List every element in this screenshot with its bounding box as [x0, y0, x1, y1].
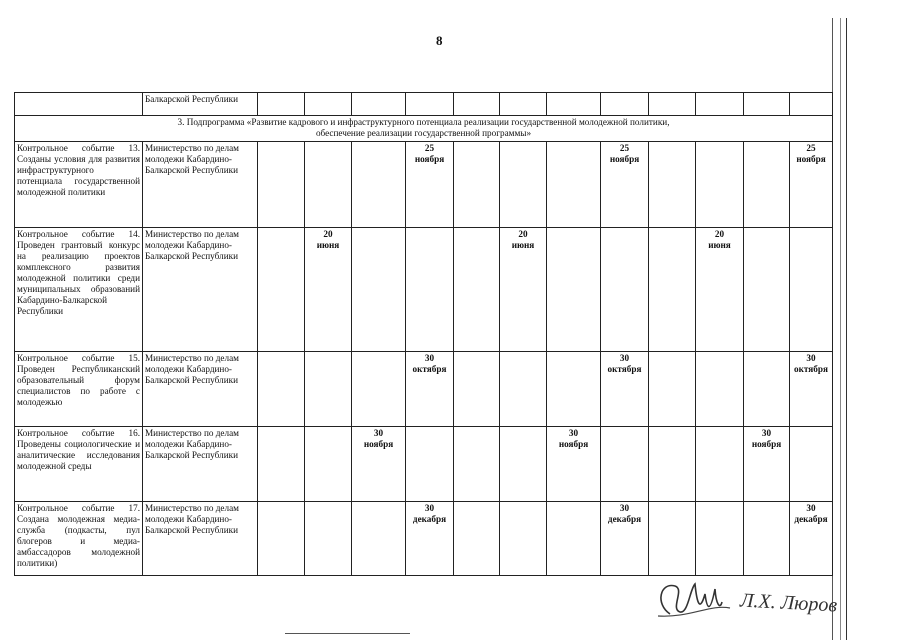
empty-cell — [790, 228, 833, 352]
empty-cell — [601, 228, 649, 352]
empty-cell — [500, 427, 547, 502]
event-cell: Контрольное событие 17. Создана молодежная медиа-служба (подкасты, пул блогеров и медиа-амбассадоров молодежной политики) — [15, 502, 143, 576]
empty-cell — [352, 352, 406, 427]
empty-cell — [649, 352, 696, 427]
date-month: ноября — [796, 154, 826, 164]
empty-cell — [547, 142, 601, 228]
event-cell — [15, 93, 143, 116]
empty-cell — [547, 228, 601, 352]
empty-cell — [790, 427, 833, 502]
empty-cell — [696, 502, 744, 576]
date-month: июня — [511, 240, 535, 250]
empty-cell — [500, 502, 547, 576]
page-number: 8 — [436, 33, 443, 48]
empty-cell — [258, 427, 305, 502]
date-day: 25 — [619, 143, 630, 153]
empty-cell — [696, 142, 744, 228]
date-cell — [547, 427, 601, 502]
empty-cell — [500, 352, 547, 427]
event-cell: Контрольное событие 15. Проведен Республиканский образовательный форум специалистов по работе с молодежью — [15, 352, 143, 427]
empty-cell — [744, 352, 790, 427]
empty-cell — [649, 228, 696, 352]
date-cell — [406, 502, 454, 576]
event-cell: Контрольное событие 13. Созданы условия для развития инфраструктурного потенциала государственной молодежной политики — [15, 142, 143, 228]
empty-cell — [454, 427, 500, 502]
empty-cell — [258, 142, 305, 228]
date-cell — [601, 142, 649, 228]
date-cell — [790, 142, 833, 228]
event-cell: Контрольное событие 14. Проведен грантовый конкурс на реализацию проектов комплексного развития молодежной политики среди муниципальных образований Кабардино-Балкарской Республики — [15, 228, 143, 352]
org-cell: Министерство по делам молодежи Кабардино-Балкарской Республики — [143, 228, 258, 352]
date-cell — [696, 228, 744, 352]
date-day: 30 — [761, 428, 772, 438]
empty-cell — [454, 142, 500, 228]
date-month: ноября — [558, 439, 589, 449]
empty-cell — [352, 502, 406, 576]
table-row — [15, 93, 833, 116]
date-month: ноября — [609, 154, 640, 164]
empty-cell — [305, 427, 352, 502]
org-cell: Министерство по делам молодежи Кабардино-Балкарской Республики — [143, 427, 258, 502]
subprogram-title — [15, 116, 833, 142]
date-day: 30 — [619, 503, 630, 513]
scan-edge-line — [846, 18, 847, 640]
date-month: ноября — [414, 154, 445, 164]
empty-cell — [547, 352, 601, 427]
empty-cell — [500, 142, 547, 228]
empty-cell — [649, 427, 696, 502]
date-day: 25 — [424, 143, 435, 153]
date-cell — [305, 228, 352, 352]
subprogram-row — [15, 116, 833, 142]
date-day: 20 — [518, 229, 528, 239]
org-cell: Министерство по делам молодежи Кабардино-Балкарской Республики — [143, 502, 258, 576]
date-month: июня — [316, 240, 340, 250]
subprogram-line-1: 3. Подпрограмма «Развитие кадрового и инфраструктурного потенциала реализации государственной молодежной политики, — [177, 117, 670, 127]
empty-cell — [744, 228, 790, 352]
empty-cell — [649, 142, 696, 228]
empty-cell — [258, 502, 305, 576]
empty-cell — [305, 142, 352, 228]
date-cell — [790, 502, 833, 576]
empty-cell — [305, 352, 352, 427]
date-month: июня — [708, 240, 731, 250]
date-month: октября — [412, 364, 447, 374]
date-month: декабря — [412, 514, 447, 524]
date-month: октября — [794, 364, 828, 374]
control-events-table — [14, 92, 833, 576]
date-month: декабря — [794, 514, 828, 524]
date-cell — [601, 502, 649, 576]
signatory-name: Л.Х. Люров — [739, 589, 838, 617]
date-cell — [500, 228, 547, 352]
bottom-rule — [285, 633, 410, 634]
empty-cell — [454, 228, 500, 352]
date-month: октября — [607, 364, 642, 374]
empty-cell — [547, 502, 601, 576]
date-day: 30 — [619, 353, 630, 363]
date-month: ноября — [363, 439, 394, 449]
empty-cell — [258, 352, 305, 427]
empty-cell — [454, 352, 500, 427]
empty-cell — [601, 427, 649, 502]
event-cell: Контрольное событие 16. Проведены социологические и аналитические исследования молодежной среды — [15, 427, 143, 502]
table-row — [15, 228, 833, 352]
date-day: 30 — [568, 428, 579, 438]
date-day: 30 — [424, 503, 435, 513]
org-cell: Министерство по делам молодежи Кабардино-Балкарской Республики — [143, 142, 258, 228]
empty-cell — [352, 142, 406, 228]
empty-cell — [744, 502, 790, 576]
date-day: 30 — [806, 503, 816, 513]
date-cell — [352, 427, 406, 502]
table-row — [15, 142, 833, 228]
empty-cell — [696, 352, 744, 427]
empty-cell — [744, 142, 790, 228]
empty-cell — [258, 228, 305, 352]
date-day: 30 — [424, 353, 435, 363]
empty-cell — [352, 228, 406, 352]
date-day: 25 — [806, 143, 816, 153]
date-month: ноября — [751, 439, 782, 449]
empty-cell — [305, 502, 352, 576]
date-cell — [601, 352, 649, 427]
date-cell — [790, 352, 833, 427]
empty-cell — [454, 502, 500, 576]
org-cell: Министерство по делам молодежи Кабардино-Балкарской Республики — [143, 352, 258, 427]
subprogram-line-2: обеспечение реализации государственной программы» — [315, 128, 532, 138]
empty-cell — [406, 427, 454, 502]
empty-cell — [649, 502, 696, 576]
date-day: 30 — [373, 428, 384, 438]
table-row — [15, 352, 833, 427]
date-cell — [406, 142, 454, 228]
scan-edge-line — [840, 18, 841, 640]
org-cell: Балкарской Республики — [143, 93, 258, 116]
date-cell — [744, 427, 790, 502]
date-day: 30 — [806, 353, 816, 363]
date-cell — [406, 352, 454, 427]
date-month: декабря — [607, 514, 642, 524]
empty-cell — [406, 228, 454, 352]
date-day: 20 — [323, 229, 333, 239]
table-row — [15, 502, 833, 576]
date-day: 20 — [714, 229, 725, 239]
empty-cell — [696, 427, 744, 502]
table-row — [15, 427, 833, 502]
